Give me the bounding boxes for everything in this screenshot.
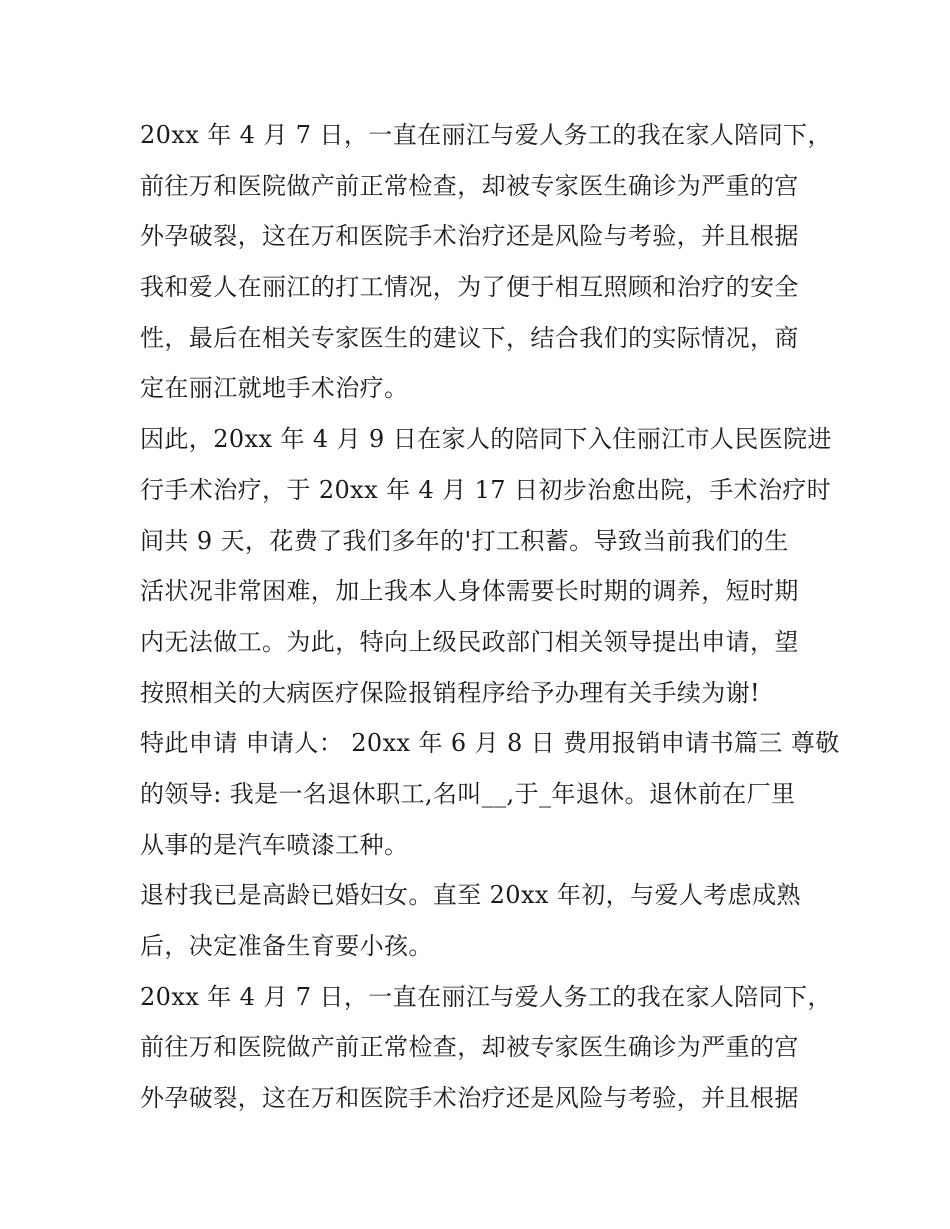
text-line: 按照相关的大病医疗保险报销程序给予办理有关手续为谢! — [140, 678, 761, 707]
text-line: 前往万和医院做产前正常检查，却被专家医生确诊为严重的宫 — [140, 1033, 799, 1062]
text-line: 退村我已是高龄已婚妇女。直至 20xx 年初，与爱人考虑成熟 — [140, 881, 801, 910]
document-body — [140, 110, 840, 1124]
text-line: 前往万和医院做产前正常检查，却被专家医生确诊为严重的宫 — [140, 171, 799, 200]
text-line: 因此，20xx 年 4 月 9 日在家人的陪同下入住丽江市人民医院进 — [140, 425, 832, 454]
text-line: 活状况非常困难，加上我本人身体需要长时期的调养，短时期 — [140, 577, 799, 606]
text-line: 我和爱人在丽江的打工情况，为了便于相互照顾和治疗的安全 — [140, 273, 799, 302]
text-line: 定在丽江就地手术治疗。 — [140, 374, 409, 403]
text-line: 外孕破裂，这在万和医院手术治疗还是风险与考验，并且根据 — [140, 1084, 799, 1113]
text-line: 20xx 年 4 月 7 日，一直在丽江与爱人务工的我在家人陪同下， — [140, 121, 832, 149]
text-line: 特此申请 申请人： 20xx 年 6 月 8 日 费用报销申请书篇三 尊敬 — [140, 729, 840, 758]
text-line: 从事的是汽车喷漆工种。 — [140, 830, 409, 859]
text-line: 的领导: 我是一名退休职工,名叫__,于_年退休。退休前在厂里 — [140, 779, 796, 808]
text-line: 间共 9 天，花费了我们多年的'打工积蓄。导致当前我们的生 — [140, 526, 789, 555]
text-line: 外孕破裂，这在万和医院手术治疗还是风险与考验，并且根据 — [140, 222, 799, 251]
text-line: 内无法做工。为此，特向上级民政部门相关领导提出申请，望 — [140, 627, 799, 656]
text-line: 后，决定准备生育要小孩。 — [140, 932, 433, 960]
text-line: 行手术治疗，于 20xx 年 4 月 17 日初步治愈出院，手术治疗时 — [140, 475, 832, 504]
text-line: 20xx 年 4 月 7 日，一直在丽江与爱人务工的我在家人陪同下， — [140, 982, 832, 1011]
text-line: 性，最后在相关专家医生的建议下，结合我们的实际情况，商 — [140, 323, 799, 352]
